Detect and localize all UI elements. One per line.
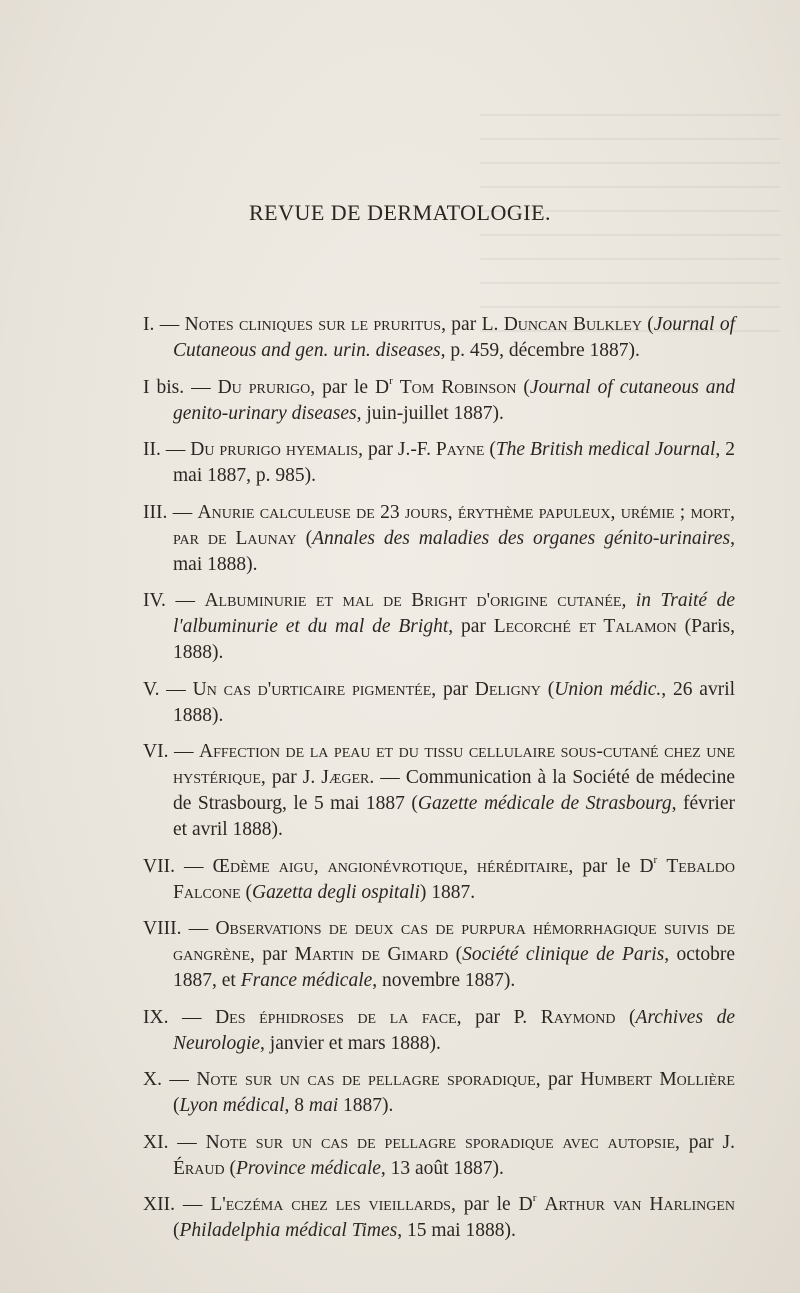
entry-author: Deligny xyxy=(474,678,541,700)
entry-source: Archives de Neurologie xyxy=(173,1006,736,1054)
entry-number: IV. xyxy=(143,590,166,611)
entry-1bis: I bis. — Du prurigo, par le $D^r$ Tom Robinson (Journal of cutaneous and genito-urinary diseases, juin-juillet 1887). xyxy=(143,374,736,424)
entry-author: Duncan Bulkley xyxy=(503,314,642,335)
entry-tail: 1887). xyxy=(338,1095,394,1116)
entry-author: Raymond xyxy=(540,1006,616,1028)
entry-number: I bis. xyxy=(143,376,185,398)
entry-by: , par P. xyxy=(456,1006,541,1028)
page-title: REVUE DE DERMATOLOGIE. xyxy=(248,200,552,225)
entry-lead: Du prurigo hyemalis xyxy=(190,439,359,460)
entry-source: Union médic. xyxy=(554,678,662,700)
entry-list xyxy=(143,312,735,1255)
entry-tail: , p. 459, décembre 1887). xyxy=(440,340,640,361)
entry-source2: mai xyxy=(308,1095,339,1116)
entry-tail: , 15 mai 1888). xyxy=(397,1220,516,1241)
entry-tail: , 26 avril 1888). xyxy=(173,678,736,726)
entry-number: III. xyxy=(143,501,168,523)
entry-author: Launay xyxy=(235,527,297,549)
entry-by: , par J.-F. xyxy=(358,439,436,460)
entry-source: Lyon médical xyxy=(179,1095,285,1116)
entry-lead: Affection de la peau et du tissu cellulaire sous-cutané chez une hystérique xyxy=(173,741,735,788)
entry-9: IX. — Des éphidroses de la face, par P. Raymond (Archives de Neurologie, janvier et mars 1888). xyxy=(143,1006,736,1054)
entry-number: XII. xyxy=(143,1194,175,1215)
entry-source: Journal of Cutaneous and gen. urin. diseases xyxy=(173,314,735,361)
entry-lead: Note sur un cas de pellagre sporadique xyxy=(196,1069,536,1090)
entry-by: , par xyxy=(250,944,295,965)
entry-tail: , mai 1888). xyxy=(173,527,735,575)
entry-lead: Du prurigo xyxy=(217,376,311,398)
entry-lead: Observations de deux cas de purpura hémorrhagique suivis de gangrène xyxy=(173,918,736,965)
entry-tail: , novembre 1887). xyxy=(372,970,516,991)
entry-source: Philadelphia médical Times xyxy=(179,1220,398,1241)
entry-author: Martin de Gimard xyxy=(294,944,449,965)
entry-source: Société clinique de Paris xyxy=(462,944,665,965)
entry-8: VIII. — Observations de deux cas de purpura hémorrhagique suivis de gangrène, par Martin de Gimard (Société clinique de Paris, octobre 1887, et France médicale, novembre 1887). xyxy=(143,918,736,991)
entry-4: IV. — Albuminurie et mal de Bright d'origine cutanée, in Traité de l'albuminurie et du mal de Bright, par Lecorché et Talamon (Paris, 1888). xyxy=(143,590,735,663)
entry-by: , par le D xyxy=(450,1194,533,1215)
entry-lead: Anurie calculeuse de 23 jours, érythème papuleux, urémie ; mort xyxy=(197,501,731,523)
entry-number: I. xyxy=(143,314,155,335)
entry-by: , par J. xyxy=(675,1131,735,1153)
entry-by: , par xyxy=(448,616,494,637)
entry-source2: France médicale xyxy=(240,970,373,991)
entry-tail: , 2 mai 1887, p. 985). xyxy=(173,439,735,486)
entry-10: X. — Note sur un cas de pellagre sporadique, par Humbert Mollière (Lyon médical, 8 mai 1887). xyxy=(143,1069,735,1116)
entry-lead: Notes cliniques sur le pruritus xyxy=(184,314,442,335)
entry-tail: , février et avril 1888). xyxy=(173,793,735,840)
entry-tail: , janvier et mars 1888). xyxy=(260,1032,441,1054)
entry-6: VI. — Affection de la peau et du tissu cellulaire sous-cutané chez une hystérique, par J. Jæger. — Communication à la Société de médecine de Strasbourg, le 5 mai 1887 (Gazette médicale de Strasbourg, février et avril 1888). xyxy=(143,741,735,840)
entry-number: XI. xyxy=(143,1131,169,1153)
entry-3: III. — Anurie calculeuse de 23 jours, érythème papuleux, urémie ; mort, par de Launay (Annales des maladies des organes génito-urinaires, mai 1888). xyxy=(143,501,735,575)
entry-11: XI. — Note sur un cas de pellagre sporadique avec autopsie, par J. Éraud (Province médicale, 13 août 1887). xyxy=(143,1131,735,1179)
entry-in: , in xyxy=(621,590,661,611)
entry-sup: r xyxy=(532,1192,537,1204)
entry-lead: Œdème aigu, angionévrotique, héréditaire xyxy=(212,855,569,877)
entry-author: Arthur van Harlingen xyxy=(544,1194,736,1215)
entry-tail: , juin-juillet 1887). xyxy=(356,402,504,424)
entry-author: Tom Robinson xyxy=(399,376,517,398)
entry-sup: r xyxy=(389,374,393,387)
entry-by: , par xyxy=(431,678,475,700)
entry-number: VI. xyxy=(143,741,169,762)
entry-lead: Note sur un cas de pellagre sporadique avec autopsie xyxy=(205,1131,676,1153)
entry-number: VIII. xyxy=(143,918,182,939)
entry-source: The British medical Journal xyxy=(495,439,716,460)
entry-author: Payne xyxy=(435,439,485,460)
entry-12: XII. — L'eczéma chez les vieillards, par le $D^r$ Arthur van Harlingen (Philadelphia médical Times, 15 mai 1888). xyxy=(143,1192,736,1241)
entry-tail: (Paris, 1888). xyxy=(173,616,735,663)
entry-tail: ) 1887. xyxy=(419,881,476,903)
entry-2: II. — Du prurigo hyemalis, par J.-F. Payne (The British medical Journal, 2 mai 1887, p. 985). xyxy=(143,439,735,486)
entry-source: Gazette médicale de Strasbourg xyxy=(417,793,672,814)
entry-author: Tebaldo Falcone xyxy=(173,855,735,903)
entry-by: , par J. xyxy=(260,767,322,788)
entry-number: VII. xyxy=(143,855,175,877)
entry-lead: Albuminurie et mal de Bright d'origine cutanée xyxy=(204,590,622,611)
entry-source: Gazetta degli ospitali xyxy=(252,881,420,903)
entry-mid: . — Communication à la Société de médecine de Strasbourg, le 5 mai 1887 ( xyxy=(173,767,735,814)
entry-by: , par xyxy=(535,1069,581,1090)
entry-author: Jæger xyxy=(321,767,370,788)
entry-source: Province médicale xyxy=(235,1157,381,1179)
entry-author: Humbert Mollière xyxy=(580,1069,735,1090)
entry-mid: , 8 xyxy=(284,1095,309,1116)
entry-1: I. — Notes cliniques sur le pruritus, par L. Duncan Bulkley (Journal of Cutaneous and gen. urin. diseases, p. 459, décembre 1887). xyxy=(143,314,735,361)
entry-source: Traité de l'albuminurie et du mal de Bright xyxy=(173,590,735,637)
entry-tail: , 13 août 1887). xyxy=(380,1157,504,1179)
entry-number: V. xyxy=(143,678,160,700)
entry-by: , par L. xyxy=(441,314,504,335)
entry-number: IX. xyxy=(143,1006,169,1028)
entry-number: X. xyxy=(143,1069,162,1090)
entry-source: Annales des maladies des organes génito-urinaires xyxy=(312,527,731,549)
entry-by: , par le D xyxy=(310,376,390,398)
entry-number: II. xyxy=(143,439,161,460)
entry-7: VII. — Œdème aigu, angionévrotique, héréditaire, par le $D^r$ Tebaldo Falcone (Gazetta degli ospitali) 1887. xyxy=(143,853,735,903)
entry-by: , par de xyxy=(173,501,735,549)
entry-mid: , octobre 1887, et xyxy=(173,944,735,991)
entry-lead: Des éphidroses de la face xyxy=(215,1006,457,1028)
entry-by: , par le D xyxy=(568,855,654,877)
entry-5: V. — Un cas d'urticaire pigmentée, par Deligny (Union médic., 26 avril 1888). xyxy=(143,678,736,726)
entry-author: Lecorché et Talamon xyxy=(493,616,677,637)
entry-sup: r xyxy=(653,853,658,866)
entry-author: Éraud xyxy=(173,1157,225,1179)
entry-source: Journal of cutaneous and genito-urinary diseases xyxy=(173,376,736,424)
entry-lead: L'eczéma chez les vieillards xyxy=(210,1194,451,1215)
entry-lead: Un cas d'urticaire pigmentée xyxy=(192,678,432,700)
